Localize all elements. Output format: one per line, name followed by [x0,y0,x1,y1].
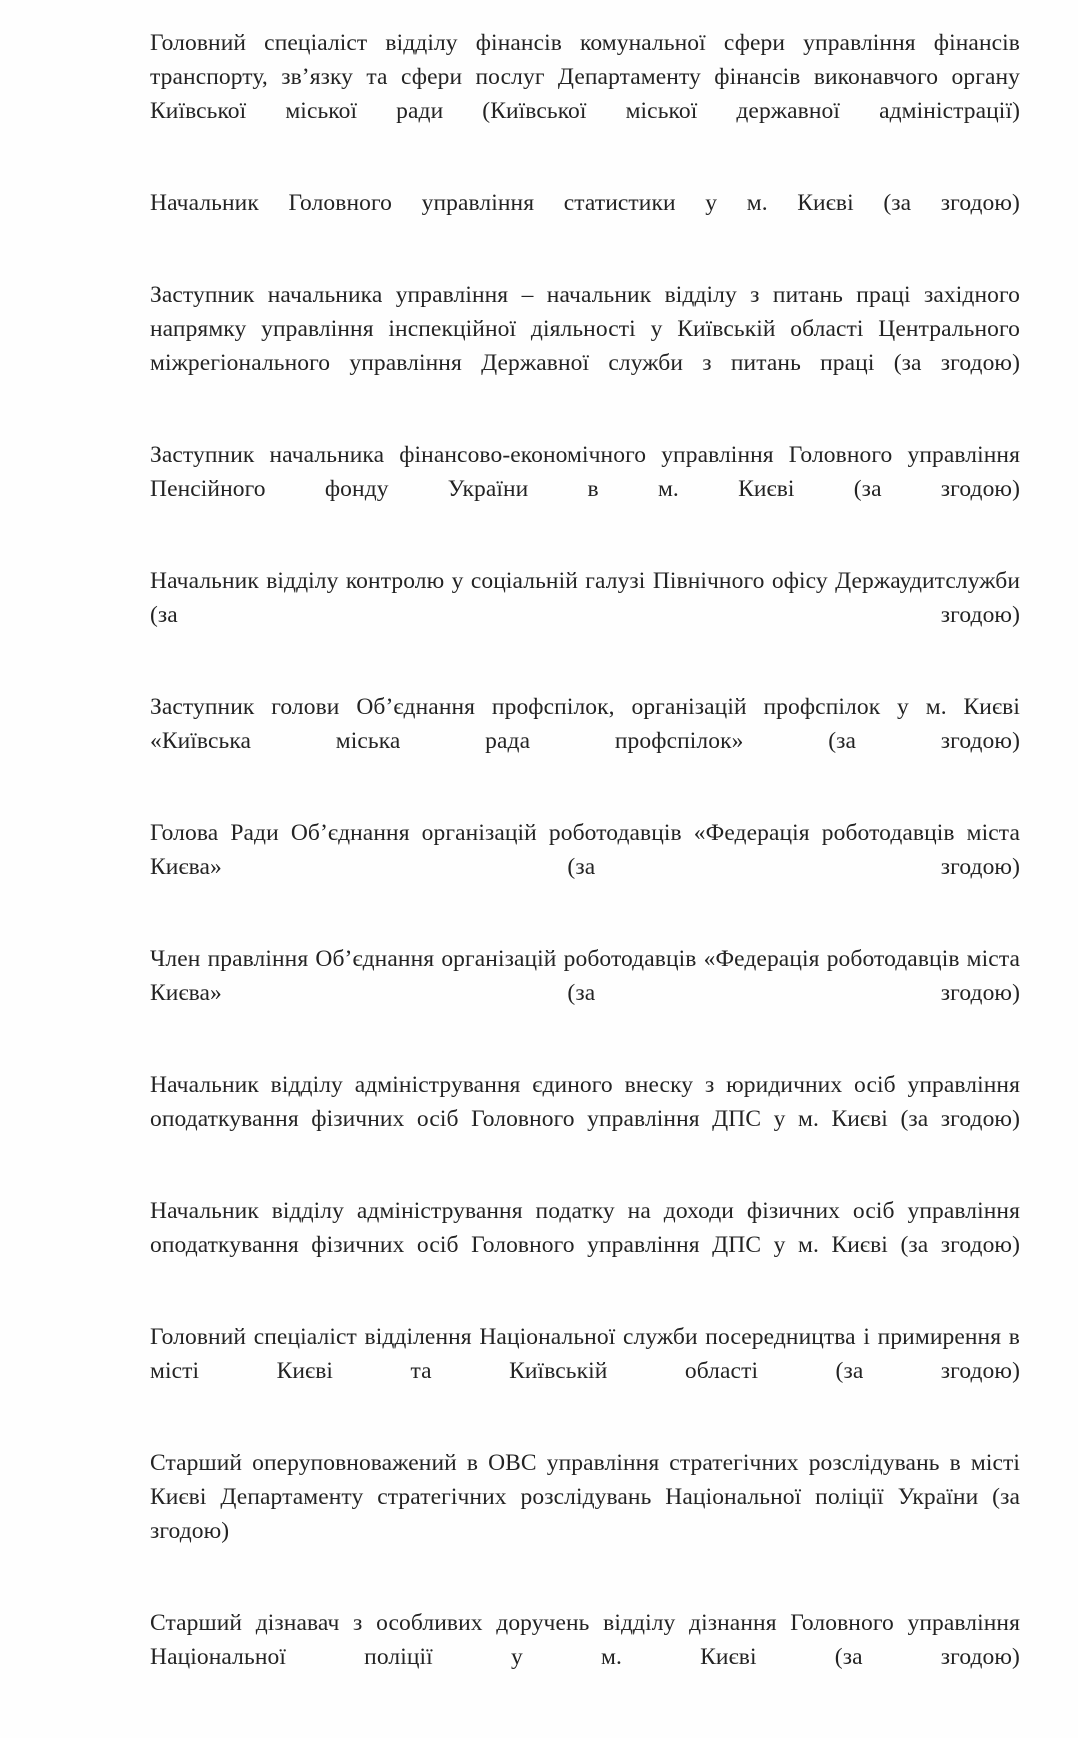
paragraph-11: Головний спеціаліст відділення Національної служби посередництва і примирення в місті Києві та Київській області (за згодою) [150,1324,1020,1384]
paragraph-12: Старший оперуповноважений в ОВС управління стратегічних розслідувань в місті Києві Департаменту стратегічних розслідувань Національної поліції України (за згодою) [150,1450,1020,1544]
paragraph-3: Заступник начальника управління – начальник відділу з питань праці західного напрямку управління інспекційної діяльності у Київській області Центрального міжрегіонального управління Державної служби з питань праці (за згодою) [150,282,1020,376]
document-body [150,26,1020,1708]
paragraph-7: Голова Ради Об’єднання організацій роботодавців «Федерація роботодавців міста Києва» (за згодою) [150,820,1020,880]
paragraph-6: Заступник голови Об’єднання профспілок, організацій профспілок у м. Києві «Київська міська рада профспілок» (за згодою) [150,694,1020,754]
paragraph-4: Заступник начальника фінансово-економічного управління Головного управління Пенсійного фонду України в м. Києві (за згодою) [150,442,1020,502]
paragraph-13: Старший дізнавач з особливих доручень відділу дізнання Головного управління Національної поліції у м. Києві (за згодою) [150,1610,1020,1670]
paragraph-8: Член правління Об’єднання організацій роботодавців «Федерація роботодавців міста Києва» (за згодою) [150,946,1020,1006]
paragraph-2: Начальник Головного управління статистики у м. Києві (за згодою) [150,190,1020,216]
paragraph-9: Начальник відділу адміністрування єдиного внеску з юридичних осіб управління оподаткування фізичних осіб Головного управління ДПС у м. Києві (за згодою) [150,1072,1020,1132]
paragraph-5: Начальник відділу контролю у соціальній галузі Північного офісу Держаудитслужби (за згодою) [150,568,1020,628]
paragraph-1: Головний спеціаліст відділу фінансів комунальної сфери управління фінансів транспорту, зв’язку та сфери послуг Департаменту фінансів виконавчого органу Київської міської ради (Київської міської державної адміністрації) [150,30,1020,124]
paragraph-10: Начальник відділу адміністрування податку на доходи фізичних осіб управління оподаткування фізичних осіб Головного управління ДПС у м. Києві (за згодою) [150,1198,1020,1258]
